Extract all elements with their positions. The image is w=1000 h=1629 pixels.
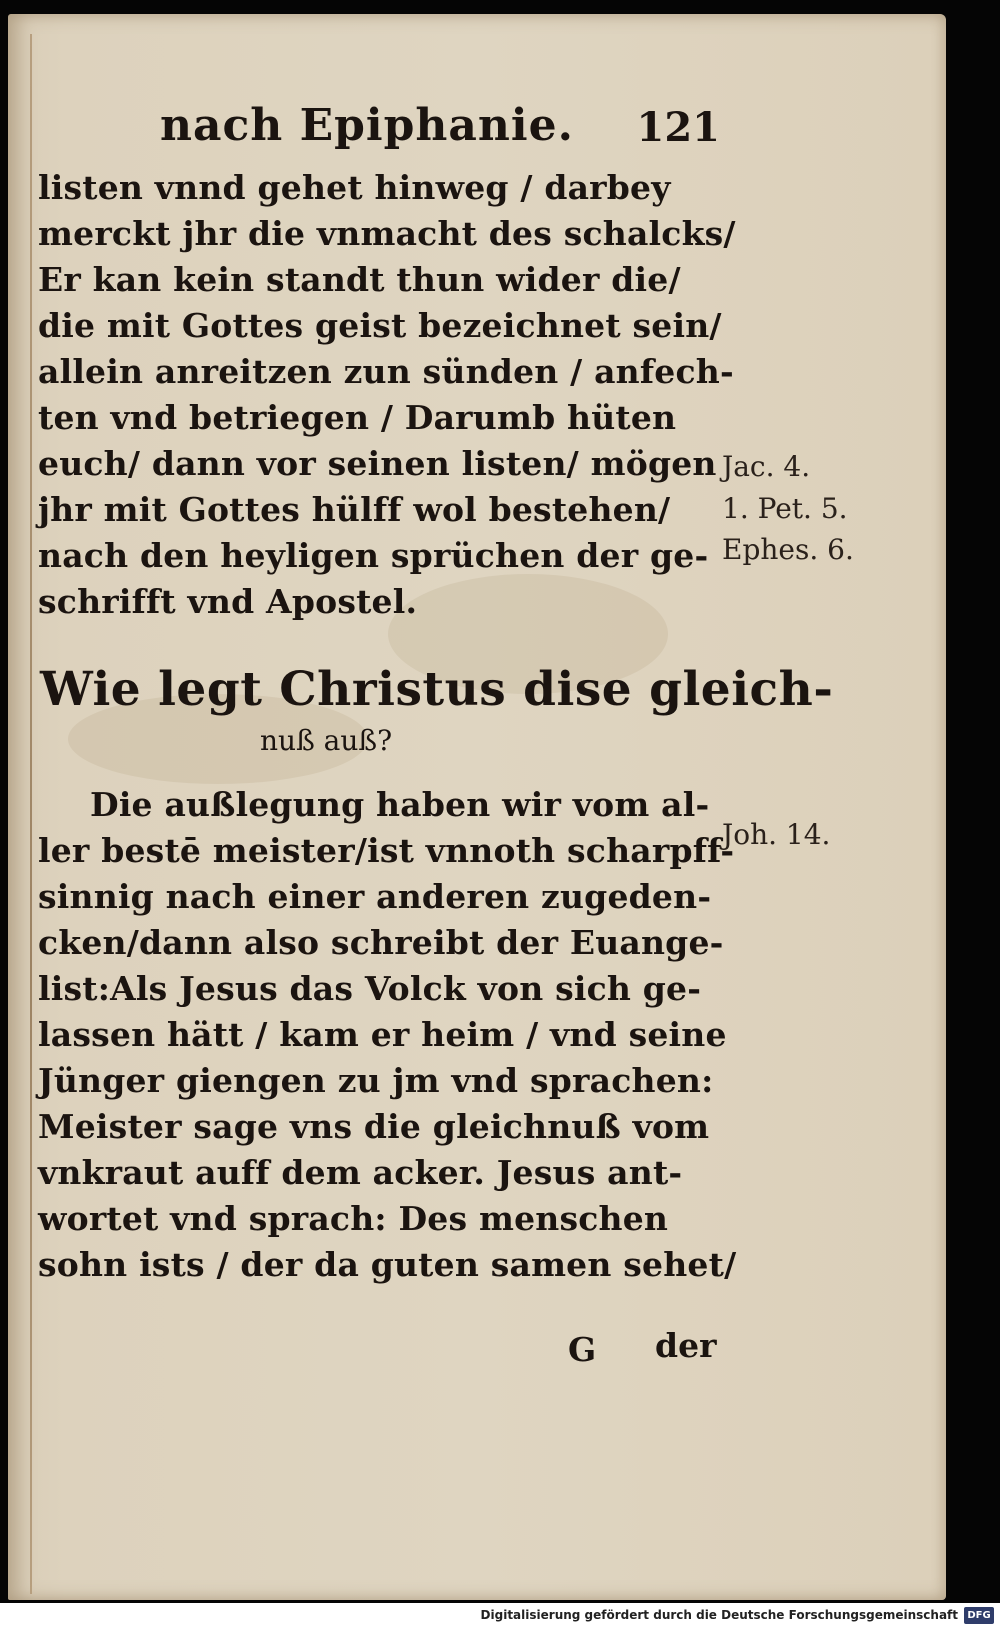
signature-mark: G — [568, 1330, 597, 1369]
page-gutter — [30, 34, 32, 1594]
text-line: ler bestē meister/ist vnnoth scharpff- — [38, 831, 735, 870]
text-line: sohn ists / der da guten samen sehet/ — [38, 1245, 737, 1284]
catchword: der — [655, 1326, 717, 1365]
text-block-1 — [38, 165, 736, 625]
text-line: ten vnd betriegen / Darumb hüten — [38, 398, 677, 437]
funding-credit: Digitalisierung gefördert durch die Deutsche Forschungsgemeinschaft — [480, 1608, 958, 1622]
text-line: wortet vnd sprach: Des menschen — [38, 1199, 669, 1238]
margin-note: Joh. 14. — [722, 818, 831, 851]
margin-note: Jac. 4. — [722, 450, 811, 483]
text-line: cken/dann also schreibt der Euange- — [38, 923, 724, 962]
text-line: vnkraut auff dem acker. Jesus ant- — [38, 1153, 683, 1192]
footer-bar — [0, 1603, 1000, 1629]
dfg-logo: DFG — [964, 1607, 994, 1624]
running-title: nach Epiphanie. — [160, 100, 574, 151]
section-heading: Wie legt Christus dise gleich- — [40, 662, 834, 717]
text-line: Meister sage vns die gleichnuß vom — [38, 1107, 710, 1146]
text-line: list:Als Jesus das Volck von sich ge- — [38, 969, 702, 1008]
text-line: listen vnnd gehet hinweg / darbey — [38, 168, 671, 207]
text-line: die mit Gottes geist bezeichnet sein/ — [38, 306, 722, 345]
text-line: euch/ dann vor seinen listen/ mögen — [38, 444, 717, 483]
text-line: jhr mit Gottes hülff wol bestehen/ — [38, 490, 671, 529]
section-heading-continuation: nuß auß? — [260, 724, 393, 757]
text-line: Er kan kein standt thun wider die/ — [38, 260, 681, 299]
text-line: Jünger giengen zu jm vnd sprachen: — [38, 1061, 714, 1100]
text-line: lassen hätt / kam er heim / vnd seine — [38, 1015, 727, 1054]
text-block-2 — [38, 782, 737, 1288]
text-line: sinnig nach einer anderen zugeden- — [38, 877, 712, 916]
text-line: Die außlegung haben wir vom al- — [90, 785, 710, 824]
page-number: 121 — [636, 104, 720, 151]
text-line: schrifft vnd Apostel. — [38, 582, 418, 621]
page-header — [160, 100, 720, 170]
text-line: allein anreitzen zun sünden / anfech- — [38, 352, 734, 391]
margin-note: Ephes. 6. — [722, 533, 854, 566]
text-line: nach den heyligen sprüchen der ge- — [38, 536, 709, 575]
text-line: merckt jhr die vnmacht des schalcks/ — [38, 214, 736, 253]
margin-note: 1. Pet. 5. — [722, 492, 848, 525]
